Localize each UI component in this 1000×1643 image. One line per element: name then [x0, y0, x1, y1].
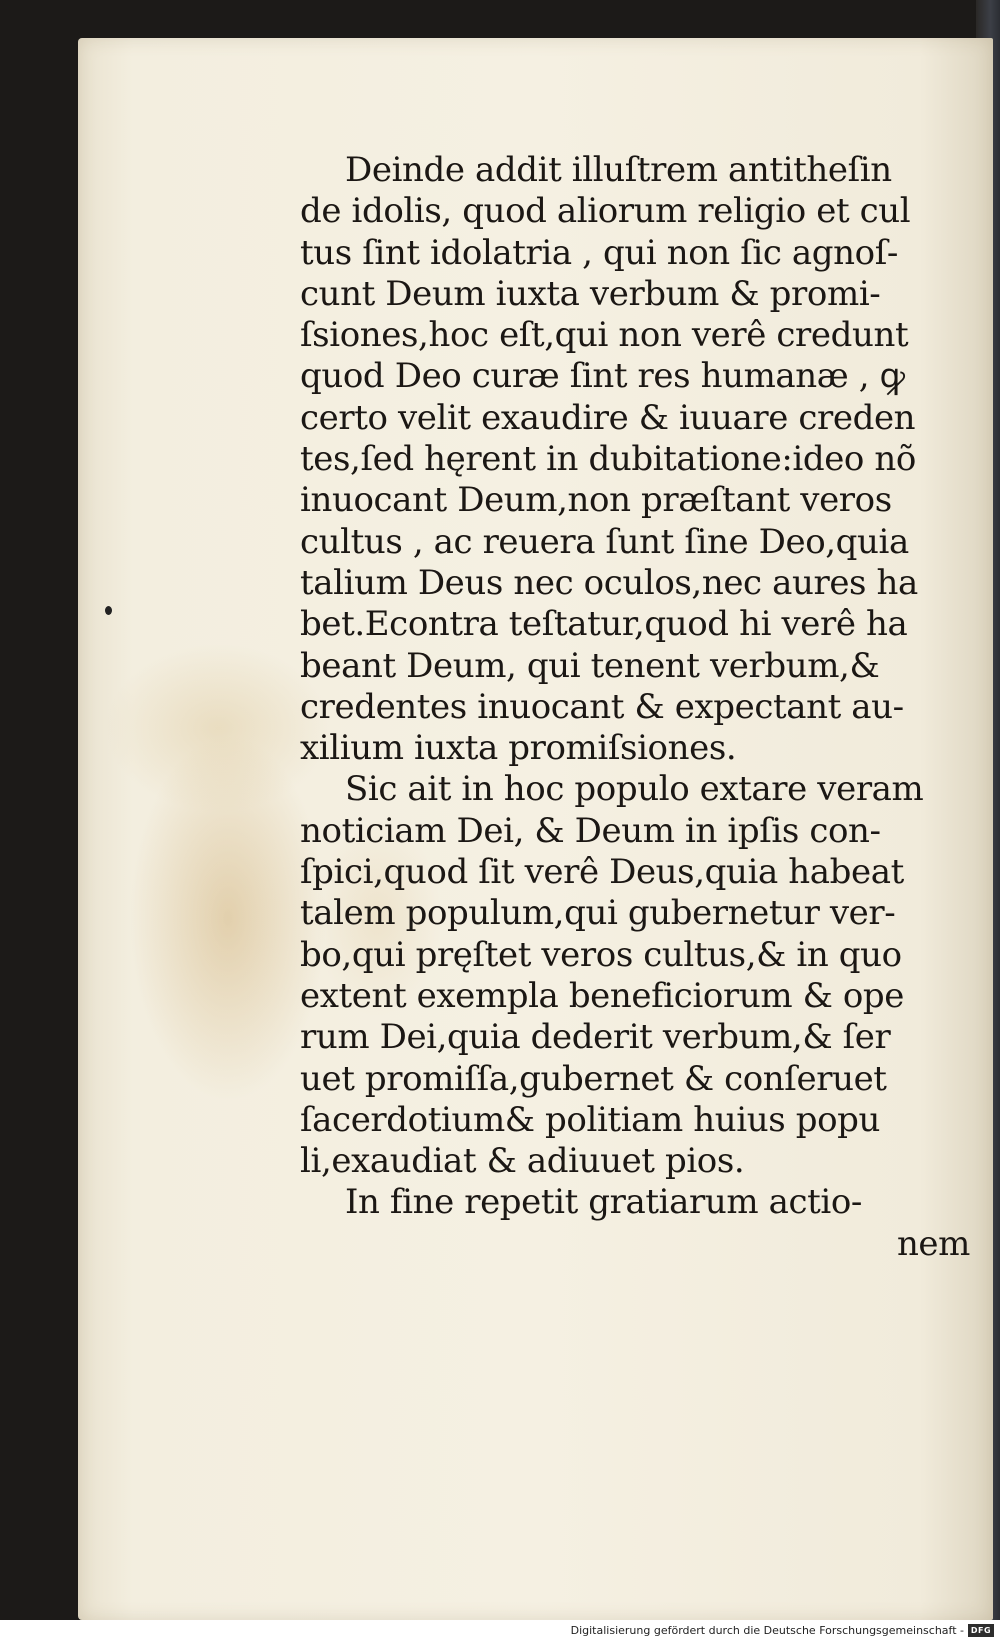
- dfg-logo: DFG: [968, 1624, 994, 1637]
- text-line: uet promiſſa,gubernet & conſeruet: [300, 1058, 887, 1099]
- text-line: talium Deus nec oculos,nec aures ha: [300, 562, 918, 603]
- text-line: tus ſint idolatria , qui non ſic agnoſ-: [300, 232, 898, 273]
- text-line: bo,qui pręſtet veros cultus,& in quo: [300, 934, 902, 975]
- text-line: bet.Econtra teſtatur,quod hi verê ha: [300, 604, 908, 645]
- text-line: credentes inuocant & expectant au-: [300, 686, 904, 727]
- footer-bar: [0, 1620, 1000, 1643]
- text-line: extent exempla beneficiorum & ope: [300, 975, 904, 1016]
- text-line: rum Dei,quia dederit verbum,& ſer: [300, 1017, 891, 1058]
- text-line: ſpici,quod ſit verê Deus,quia habeat: [300, 852, 904, 893]
- text-line: Deinde addit illuſtrem antitheſin: [345, 150, 892, 190]
- text-line: ſsiones,hoc eſt,qui non verê credunt: [300, 315, 909, 356]
- text-line: ſacerdotium& politiam huius popu: [300, 1099, 881, 1140]
- text-line: talem populum,qui gubernetur ver-: [300, 893, 896, 934]
- text-line: In fine repetit gratiarum actio-: [345, 1182, 862, 1223]
- text-line: de idolis, quod aliorum religio et cul: [300, 191, 911, 232]
- text-line: tes,ſed hęrent in dubitatione:ideo nõ: [300, 439, 916, 480]
- text-line: Sic ait in hoc populo extare veram: [345, 769, 924, 810]
- ink-mark: [105, 606, 112, 615]
- text-line: inuocant Deum,non præſtant veros: [300, 480, 892, 521]
- text-line: cultus , ac reuera ſunt ſine Deo,quia: [300, 521, 909, 562]
- funding-credit: Digitalisierung gefördert durch die Deutsche Forschungsgemeinschaft -: [570, 1624, 964, 1637]
- text-line: certo velit exaudire & iuuare creden: [300, 397, 916, 438]
- text-line: xilium iuxta promiſsiones.: [300, 728, 737, 769]
- text-line: beant Deum, qui tenent verbum,&: [300, 645, 880, 686]
- body-text: [300, 150, 1000, 1265]
- text-line: quod Deo curæ ſint res humanæ , ꝙ: [300, 356, 905, 397]
- catchword: nem: [896, 1223, 970, 1264]
- paper-page: [78, 38, 993, 1620]
- text-line: cunt Deum iuxta verbum & promi-: [300, 273, 881, 314]
- text-line: noticiam Dei, & Deum in ipſis con-: [300, 810, 881, 851]
- text-line: li,exaudiat & adiuuet pios.: [300, 1141, 745, 1182]
